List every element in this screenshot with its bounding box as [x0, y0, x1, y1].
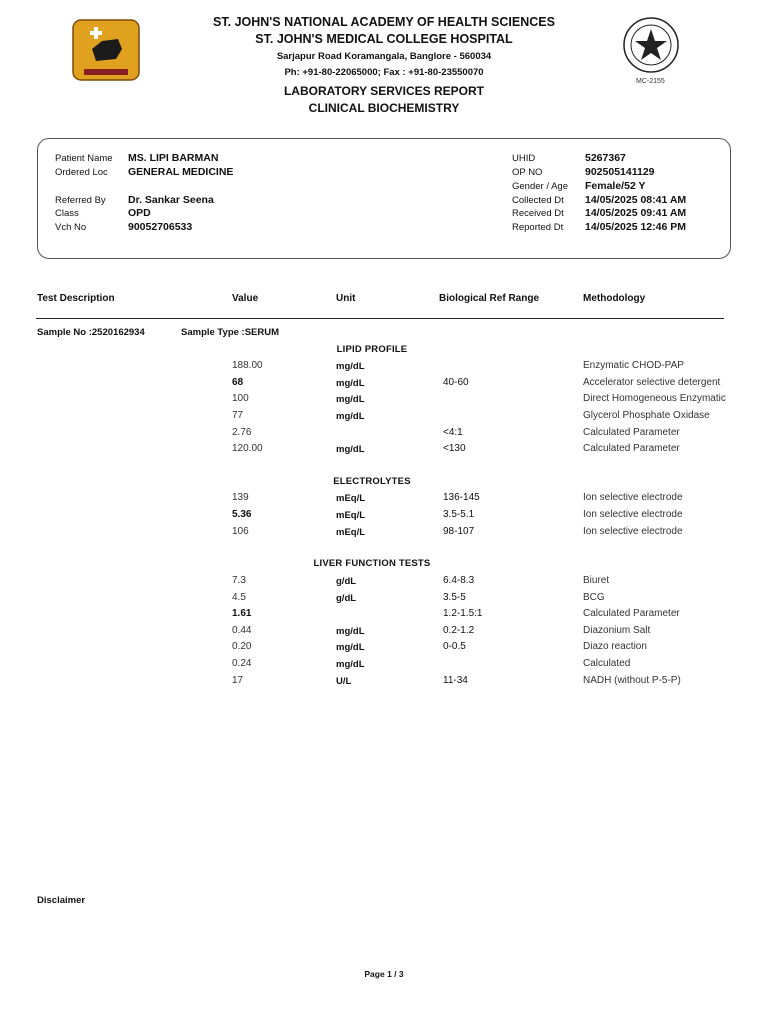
patient-name-label: Patient Name	[55, 153, 113, 164]
result-value: 7.3	[232, 575, 246, 586]
col-test-description: Test Description	[37, 293, 115, 304]
result-value: 1.61	[232, 608, 252, 619]
result-unit: mg/dL	[336, 411, 365, 422]
seal-code: MC-2155	[636, 78, 665, 85]
result-value: 100	[232, 393, 249, 404]
result-value: 139	[232, 492, 249, 503]
result-unit: U/L	[336, 676, 352, 687]
uhid: 5267367	[585, 152, 626, 164]
header-divider	[36, 318, 724, 319]
ordered-loc: GENERAL MEDICINE	[128, 166, 234, 178]
result-methodology: Calculated Parameter	[583, 427, 680, 438]
result-unit: mg/dL	[336, 394, 365, 405]
result-unit: g/dL	[336, 576, 357, 587]
result-unit: mg/dL	[336, 378, 365, 389]
department-title: CLINICAL BIOCHEMISTRY	[308, 101, 460, 115]
class-label: Class	[55, 208, 79, 219]
gender-age: Female/52 Y	[585, 180, 646, 192]
result-methodology: Diazo reaction	[583, 641, 647, 652]
result-methodology: Ion selective electrode	[583, 492, 683, 503]
ordered-loc-label: Ordered Loc	[55, 167, 108, 178]
result-methodology: Enzymatic CHOD-PAP	[583, 360, 684, 371]
referred-by-label: Referred By	[55, 195, 106, 206]
result-methodology: Calculated	[583, 658, 631, 669]
result-methodology: Accelerator selective detergent	[583, 377, 721, 388]
result-unit: mEq/L	[336, 510, 366, 521]
report-title: LABORATORY SERVICES REPORT	[283, 84, 485, 98]
collected-date: 14/05/2025 08:41 AM	[585, 194, 687, 206]
vch-no-label: Vch No	[55, 222, 87, 233]
result-value: 4.5	[232, 592, 246, 603]
result-methodology: Ion selective electrode	[583, 509, 683, 520]
result-ref-range: <4:1	[443, 427, 463, 438]
result-unit: mg/dL	[336, 642, 365, 653]
col-value: Value	[232, 293, 259, 304]
sample-no: Sample No :2520162934	[37, 327, 145, 338]
result-value: 106	[232, 526, 249, 537]
result-ref-range: 1.2-1.5:1	[443, 608, 483, 619]
result-methodology: Biuret	[583, 575, 610, 586]
page-number: Page 1 / 3	[364, 969, 404, 979]
result-ref-range: <130	[443, 443, 466, 454]
result-value: 0.20	[232, 641, 252, 652]
result-ref-range: 0.2-1.2	[443, 625, 475, 636]
section-title: LIVER FUNCTION TESTS	[313, 558, 431, 569]
result-unit: mg/dL	[336, 361, 365, 372]
result-unit: g/dL	[336, 593, 357, 604]
result-ref-range: 0-0.5	[443, 641, 466, 652]
col-methodology: Methodology	[583, 293, 646, 304]
gender-age-label: Gender / Age	[512, 181, 568, 192]
result-unit: mg/dL	[336, 659, 365, 670]
result-value: 68	[232, 377, 244, 388]
result-unit: mg/dL	[336, 626, 365, 637]
vch-no: 90052706533	[128, 221, 193, 233]
result-value: 0.24	[232, 658, 252, 669]
col-ref-range: Biological Ref Range	[439, 293, 540, 304]
result-unit: mg/dL	[336, 444, 365, 455]
result-ref-range: 40-60	[443, 377, 469, 388]
result-methodology: Calculated Parameter	[583, 608, 680, 619]
result-methodology: Direct Homogeneous Enzymatic	[583, 393, 726, 404]
result-methodology: BCG	[583, 592, 605, 603]
result-value: 120.00	[232, 443, 263, 454]
reported-label: Reported Dt	[512, 222, 564, 233]
result-methodology: Diazonium Salt	[583, 625, 651, 636]
op-no-label: OP NO	[512, 167, 543, 178]
result-value: 2.76	[232, 427, 252, 438]
result-value: 0.44	[232, 625, 252, 636]
hospital-phone: Ph: +91-80-22065000; Fax : +91-80-23550070	[284, 67, 484, 78]
referred-by: Dr. Sankar Seena	[128, 194, 214, 206]
academy-name: ST. JOHN'S NATIONAL ACADEMY OF HEALTH SCIENCES	[213, 15, 555, 29]
hospital-address: Sarjapur Road Koramangala, Banglore - 560034	[276, 51, 492, 62]
result-ref-range: 136-145	[443, 492, 480, 503]
result-unit: mEq/L	[336, 493, 366, 504]
received-date: 14/05/2025 09:41 AM	[585, 207, 687, 219]
result-value: 17	[232, 675, 244, 686]
patient-name: MS. LIPI BARMAN	[128, 152, 219, 164]
section-title: LIPID PROFILE	[336, 344, 408, 355]
result-methodology: Glycerol Phosphate Oxidase	[583, 410, 710, 421]
result-methodology: Calculated Parameter	[583, 443, 680, 454]
result-ref-range: 98-107	[443, 526, 475, 537]
patient-class: OPD	[128, 207, 151, 219]
result-value: 5.36	[232, 509, 252, 520]
uhid-label: UHID	[512, 153, 536, 164]
result-methodology: NADH (without P-5-P)	[583, 675, 681, 686]
result-ref-range: 6.4-8.3	[443, 575, 475, 586]
reported-date: 14/05/2025 12:46 PM	[585, 221, 686, 233]
col-unit: Unit	[336, 293, 356, 304]
disclaimer: Disclaimer	[37, 895, 86, 906]
result-ref-range: 11-34	[443, 675, 468, 686]
result-methodology: Ion selective electrode	[583, 526, 683, 537]
hospital-name: ST. JOHN'S MEDICAL COLLEGE HOSPITAL	[255, 32, 513, 46]
collected-label: Collected Dt	[512, 195, 564, 206]
result-ref-range: 3.5-5	[443, 592, 466, 603]
section-title: ELECTROLYTES	[333, 476, 411, 487]
result-unit: mEq/L	[336, 527, 366, 538]
sample-type: Sample Type :SERUM	[181, 327, 280, 338]
result-ref-range: 3.5-5.1	[443, 509, 475, 520]
op-no: 902505141129	[585, 166, 655, 178]
result-value: 77	[232, 410, 244, 421]
result-value: 188.00	[232, 360, 263, 371]
received-label: Received Dt	[512, 208, 564, 219]
